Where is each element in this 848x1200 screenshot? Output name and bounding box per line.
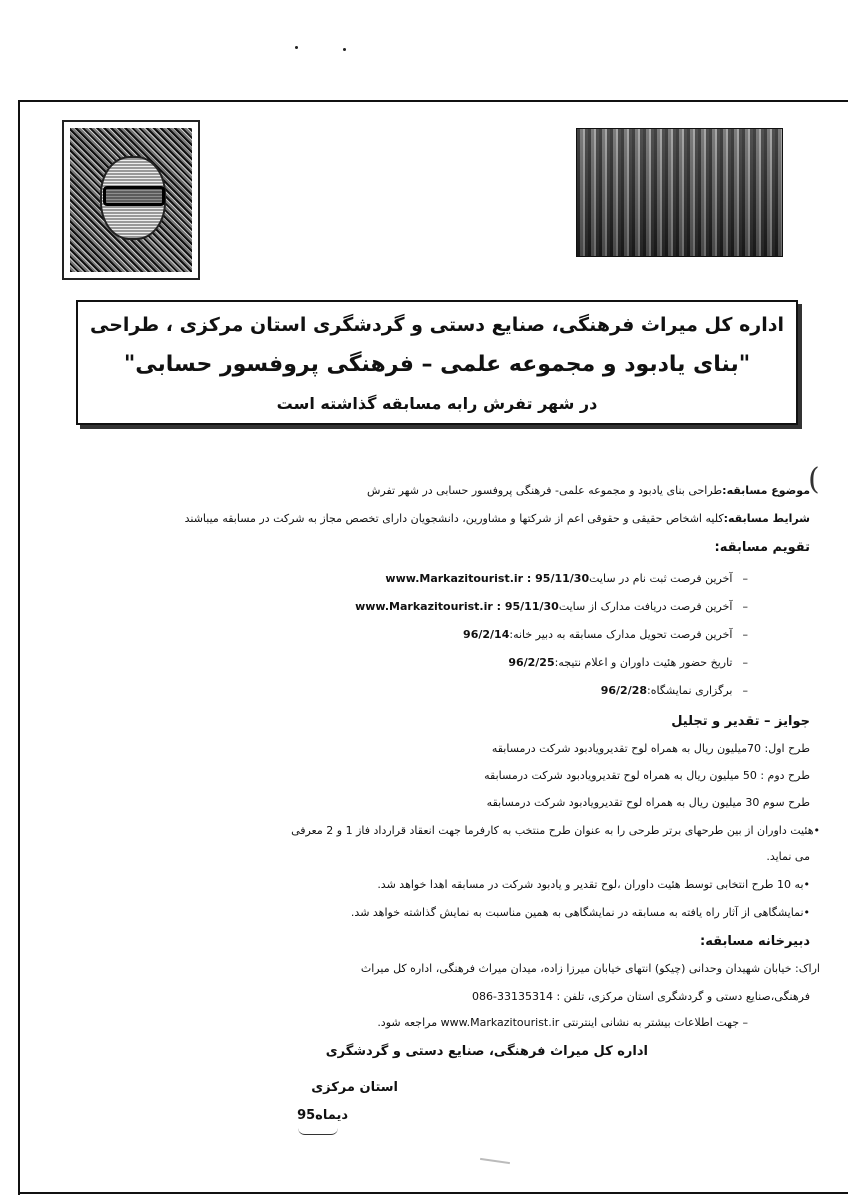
subject-text: طراحی بنای یادبود و مجموعه علمی- فرهنگی پروفسور حسابی در شهر تفرش <box>366 484 723 497</box>
calendar-item: –آخرین فرصت دریافت مدارک از سایتwww.Markazitourist.ir : 95/11/30 <box>355 600 748 613</box>
calendar-item: –تاریخ حضور هئیت داوران و اعلام نتیجه:96/2/25 <box>508 656 748 669</box>
awards-label: جوایز – تقدیر و تجلیل <box>671 714 810 729</box>
page-border-left <box>18 100 20 1195</box>
calendar-item-text: آخرین فرصت دریافت مدارک از سایت <box>558 600 733 613</box>
calendar-item: –برگزاری نمایشگاه:96/2/28 <box>600 684 748 697</box>
title-box <box>76 300 798 425</box>
conditions-row <box>185 512 810 525</box>
note-jury-selection: •هئیت داوران از بین طرحهای برتر طرحی را به عنوان طرح منتخب به کارفرما جهت انعقاد قرارداد فاز 1 و 2 معرفی <box>291 824 820 837</box>
award-item: طرح سوم 30 میلیون ریال به همراه لوح تقدیرویادبود شرکت درمسابقه <box>486 796 810 809</box>
award-item: طرح اول: 70میلیون ریال به همراه لوح تقدیرویادبود شرکت درمسابقه <box>491 742 810 755</box>
award-item: طرح دوم : 50 میلیون ریال به همراه لوح تقدیرویادبود شرکت درمسابقه <box>484 769 810 782</box>
portrait-image <box>70 128 192 272</box>
conditions-text: کلیه اشخاص حقیقی و حقوقی اعم از شرکتها و مشاورین، دانشجویان دارای تخصص مجاز به شرکت در مسابقه میباشند <box>184 512 724 525</box>
page-border-top <box>20 100 848 102</box>
calendar-label: تقویم مسابقه: <box>714 540 810 555</box>
professor-portrait <box>62 120 200 280</box>
subject-label: موضوع مسابقه: <box>722 484 810 497</box>
calendar-item-value: www.Markazitourist.ir : 95/11/30 <box>385 572 590 585</box>
signature-org: اداره کل میراث فرهنگی، صنایع دستی و گردشگری <box>325 1044 648 1059</box>
subject-row <box>367 484 810 497</box>
title-line-1: اداره کل میراث فرهنگی، صنایع دستی و گردشگری استان مرکزی ، طراحی <box>89 314 785 336</box>
calendar-item-text: برگزاری نمایشگاه: <box>647 684 733 697</box>
address-line-1: اراک: خیابان شهیدان وحدانی (چیکو) انتهای خیابان میرزا زاده، میدان میراث فرهنگی، اداره کل میراث <box>360 962 820 975</box>
title-line-3: در شهر تفرش رابه مسابقه گذاشته است <box>276 394 598 413</box>
building-photo <box>576 128 783 257</box>
calendar-item-value: 96/2/14 <box>463 628 510 641</box>
calendar-item-text: آخرین فرصت تحویل مدارک مسابقه به دبیر خانه: <box>509 628 733 641</box>
signature-stroke <box>298 1128 338 1135</box>
calendar-item: –آخرین فرصت ثبت نام در سایتwww.Markazitourist.ir : 95/11/30 <box>385 572 748 585</box>
margin-mark: ( <box>808 462 820 497</box>
note-awards-plaques: •به 10 طرح انتخابی توسط هئیت داوران ،لوح تقدیر و یادبود شرکت در مسابقه اهدا خواهد شد. <box>377 878 810 891</box>
calendar-item-value: www.Markazitourist.ir : 95/11/30 <box>355 600 559 613</box>
calendar-item: –آخرین فرصت تحویل مدارک مسابقه به دبیر خانه:96/2/14 <box>463 628 748 641</box>
signature-province: استان مرکزی <box>311 1080 398 1095</box>
scan-speck <box>343 48 346 51</box>
calendar-item-text: آخرین فرصت ثبت نام در سایت <box>589 572 733 585</box>
note-exhibition: •نمایشگاهی از آثار راه یافته به مسابقه در نمایشگاهی به همین مناسبت به نمایش گذاشته خواهد شد. <box>350 906 810 919</box>
scan-speck <box>295 46 298 49</box>
note-jury-selection-cont: می نماید. <box>766 850 810 863</box>
page-border-bottom <box>18 1192 848 1194</box>
address-line-2: فرهنگی،صنایع دستی و گردشگری استان مرکزی، تلفن : 33135314-086 <box>471 990 810 1003</box>
title-line-2: "بنای یادبود و مجموعه علمی – فرهنگی پروفسور حسابی" <box>123 352 751 377</box>
website-line: – جهت اطلاعات بیشتر به نشانی اینترنتی www.Markazitourist.ir مراجعه شود. <box>377 1016 748 1029</box>
conditions-label: شرایط مسابقه: <box>723 512 810 525</box>
calendar-item-text: تاریخ حضور هئیت داوران و اعلام نتیجه: <box>554 656 733 669</box>
signature-date: دیماه95 <box>297 1108 348 1123</box>
scan-mark <box>480 1158 510 1164</box>
calendar-item-value: 96/2/25 <box>508 656 555 669</box>
portrait-glasses <box>103 186 165 206</box>
secretariat-label: دبیرخانه مسابقه: <box>700 934 810 949</box>
calendar-item-value: 96/2/28 <box>600 684 648 697</box>
